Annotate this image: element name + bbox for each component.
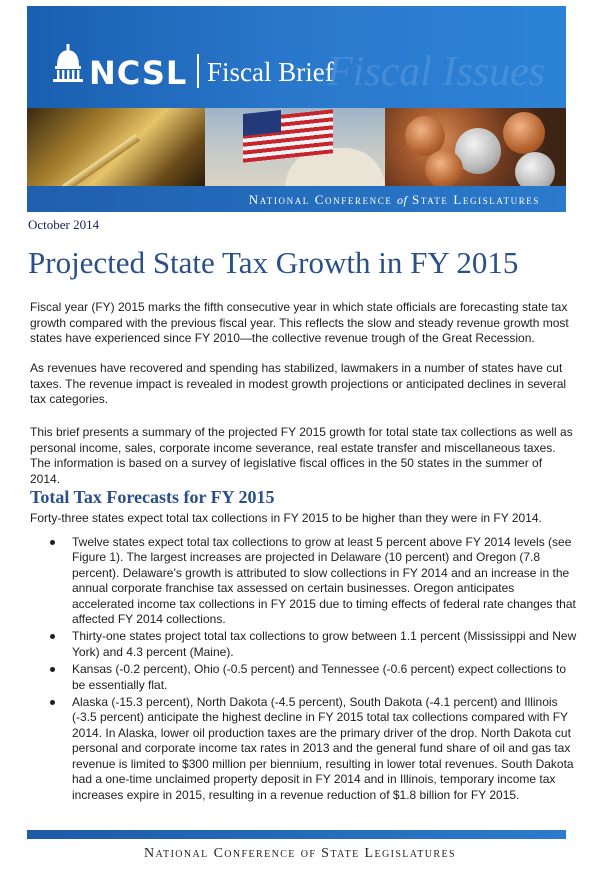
org-name-part1: National Conference [248, 192, 393, 207]
banner-photo-strip [27, 108, 566, 186]
logo-divider [197, 54, 199, 88]
list-item-text: Alaska (-15.3 percent), North Dakota (-4.5 percent), South Dakota (-4.1 percent) and Illinois (-3.5 percent) anticipate the highest decline in FY 2015 total tax collections compared with FY 2014. In Alaska, lower oil production taxes are the primary driver of the drop. North Dakota cut personal and corporate income tax rates in 2013 and the general fund share of oil and gas tax revenue is limited to $300 million per biennium, resulting in lower total revenues. South Dakota had a one-time unclaimed property deposit in FY 2014 and in Illinois, temporary income tax increases expire in 2015, resulting in a revenue reduction of $1.8 billion for FY 2015. [72, 695, 574, 802]
flag-canton [243, 110, 281, 136]
capitol-flag-photo [205, 108, 385, 186]
capitol-dome-icon [53, 44, 83, 82]
list-item-text: Kansas (-0.2 percent), Ohio (-0.5 percent) and Tennessee (-0.6 percent) expect collections to be essentially flat. [72, 662, 567, 692]
list-item-text: Thirty-one states project total tax collections to grow between 1.1 percent (Mississippi and New York) and 4.3 percent (Maine). [72, 629, 577, 659]
banner-org-name [27, 192, 566, 208]
list-item [58, 629, 578, 660]
section-heading: Total Tax Forecasts for FY 2015 [30, 487, 275, 507]
coin [425, 150, 463, 188]
footer-org-name: National Conference of State Legislatures [144, 846, 456, 861]
watermark-text: Fiscal Issues [327, 49, 546, 95]
brief-label: Fiscal Brief [207, 57, 334, 87]
pen-photo [27, 108, 205, 186]
org-name-of: of [397, 193, 408, 207]
paragraph: This brief presents a summary of the projected FY 2015 growth for total state tax collections as well as personal income, sales, corporate income severance, real estate transfer and miscellaneous taxes. The information is based on a survey of legislative fiscal offices in the 50 states in the summer of 2014. [30, 425, 573, 486]
list-item [58, 535, 578, 627]
header-banner [27, 6, 566, 212]
coin [503, 112, 545, 154]
bullet-icon [50, 700, 55, 705]
bullet-icon [50, 540, 55, 545]
paragraph: Fiscal year (FY) 2015 marks the fifth consecutive year in which state officials are forecasting state tax growth compared with the previous fiscal year. This reflects the slow and steady revenue growth most states have experienced since FY 2010—the collective revenue trough of the Great Recession. [30, 300, 569, 345]
publication-date: October 2014 [28, 217, 100, 232]
footer-bar [27, 830, 566, 839]
paragraph: As revenues have recovered and spending has stabilized, lawmakers in a number of states have cut taxes. The revenue impact is revealed in modest growth projections or anticipated declines in several tax categories. [30, 361, 567, 406]
list-item [58, 662, 578, 693]
bullet-icon [50, 667, 55, 672]
org-name-part2: State Legislatures [412, 192, 540, 207]
list-item [58, 695, 578, 803]
coins-photo [385, 108, 566, 186]
logo-text: NCSL [89, 54, 188, 92]
pen-shape [62, 134, 140, 192]
section-intro: Forty-three states expect total tax collections in FY 2015 to be higher than they were in FY 2014. [30, 511, 542, 525]
page-title: Projected State Tax Growth in FY 2015 [28, 245, 519, 280]
list-item-text: Twelve states expect total tax collections to grow at least 5 percent above FY 2014 levels (see Figure 1). The largest increases are projected in Delaware (10 percent) and Oregon (7.8 percent). Delaware’s growth is attributed to slow collections in FY 2014 and an increase in the annual corporate franchise tax assessed on certain businesses. Oregon anticipates accelerated income tax collections in FY 2015 due to timing effects of federal rate changes that affected FY 2014 collections. [72, 535, 576, 627]
banner-top [27, 6, 566, 108]
bullet-list [58, 535, 578, 805]
bullet-icon [50, 634, 55, 639]
